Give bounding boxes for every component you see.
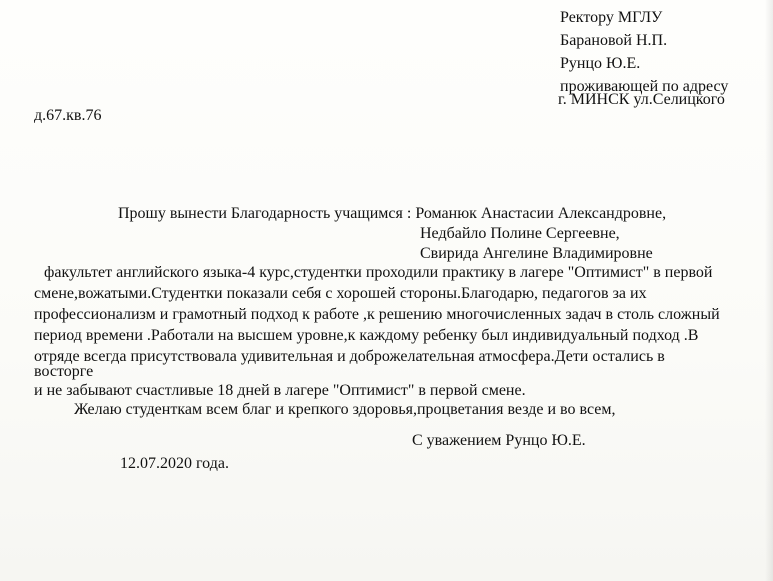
recipient-name: Барановой Н.П. [560,32,668,49]
student-name-3: Свирида Ангелине Владимировне [420,245,653,262]
sender-address-label: проживающей по адресу [560,78,729,95]
document-date: 12.07.2020 года. [120,455,229,472]
signature-line: С уважением Рунцо Ю.Е. [412,432,586,449]
body-line-7: и не забывают счастливые 18 дней в лагере "Оптимист" в первой смене. [34,382,526,399]
sender-address-house: д.67.кв.76 [34,107,102,124]
body-line-8: Желаю студенткам всем благ и крепкого здоровья,процветания везде и во всем, [74,401,616,418]
body-line-1: факультет английского языка-4 курс,студентки проходили практику в лагере "Оптимист" в первой [44,264,713,281]
request-intro: Прошу вынести Благодарность учащимся : Романюк Анастасии Александровне, [118,205,667,222]
body-line-3: профессионализм и грамотный подход к работе ,к решению многочисленных задач в столь сложный [34,306,720,323]
body-line-6: восторге [34,363,94,380]
page-edge-shadow [765,0,773,581]
sender-address-street: г. МИНСК ул.Селицкого [558,91,725,108]
student-name-2: Недбайло Полине Сергеевне, [420,225,620,242]
body-line-2: смене,вожатыми.Студентки показали себя с хорошей стороны.Благодарю, педагогов за их [34,285,647,302]
body-line-4: период времени .Работали на высшем уровне,к каждому ребенку был индивидуальный подход .В [34,327,699,344]
body-line-5: отряде всегда присутствовала удивительная и доброжелательная атмосфера.Дети остались в [34,348,665,365]
recipient-title: Ректору МГЛУ [560,9,663,26]
sender-name: Рунцо Ю.Е. [560,55,641,72]
